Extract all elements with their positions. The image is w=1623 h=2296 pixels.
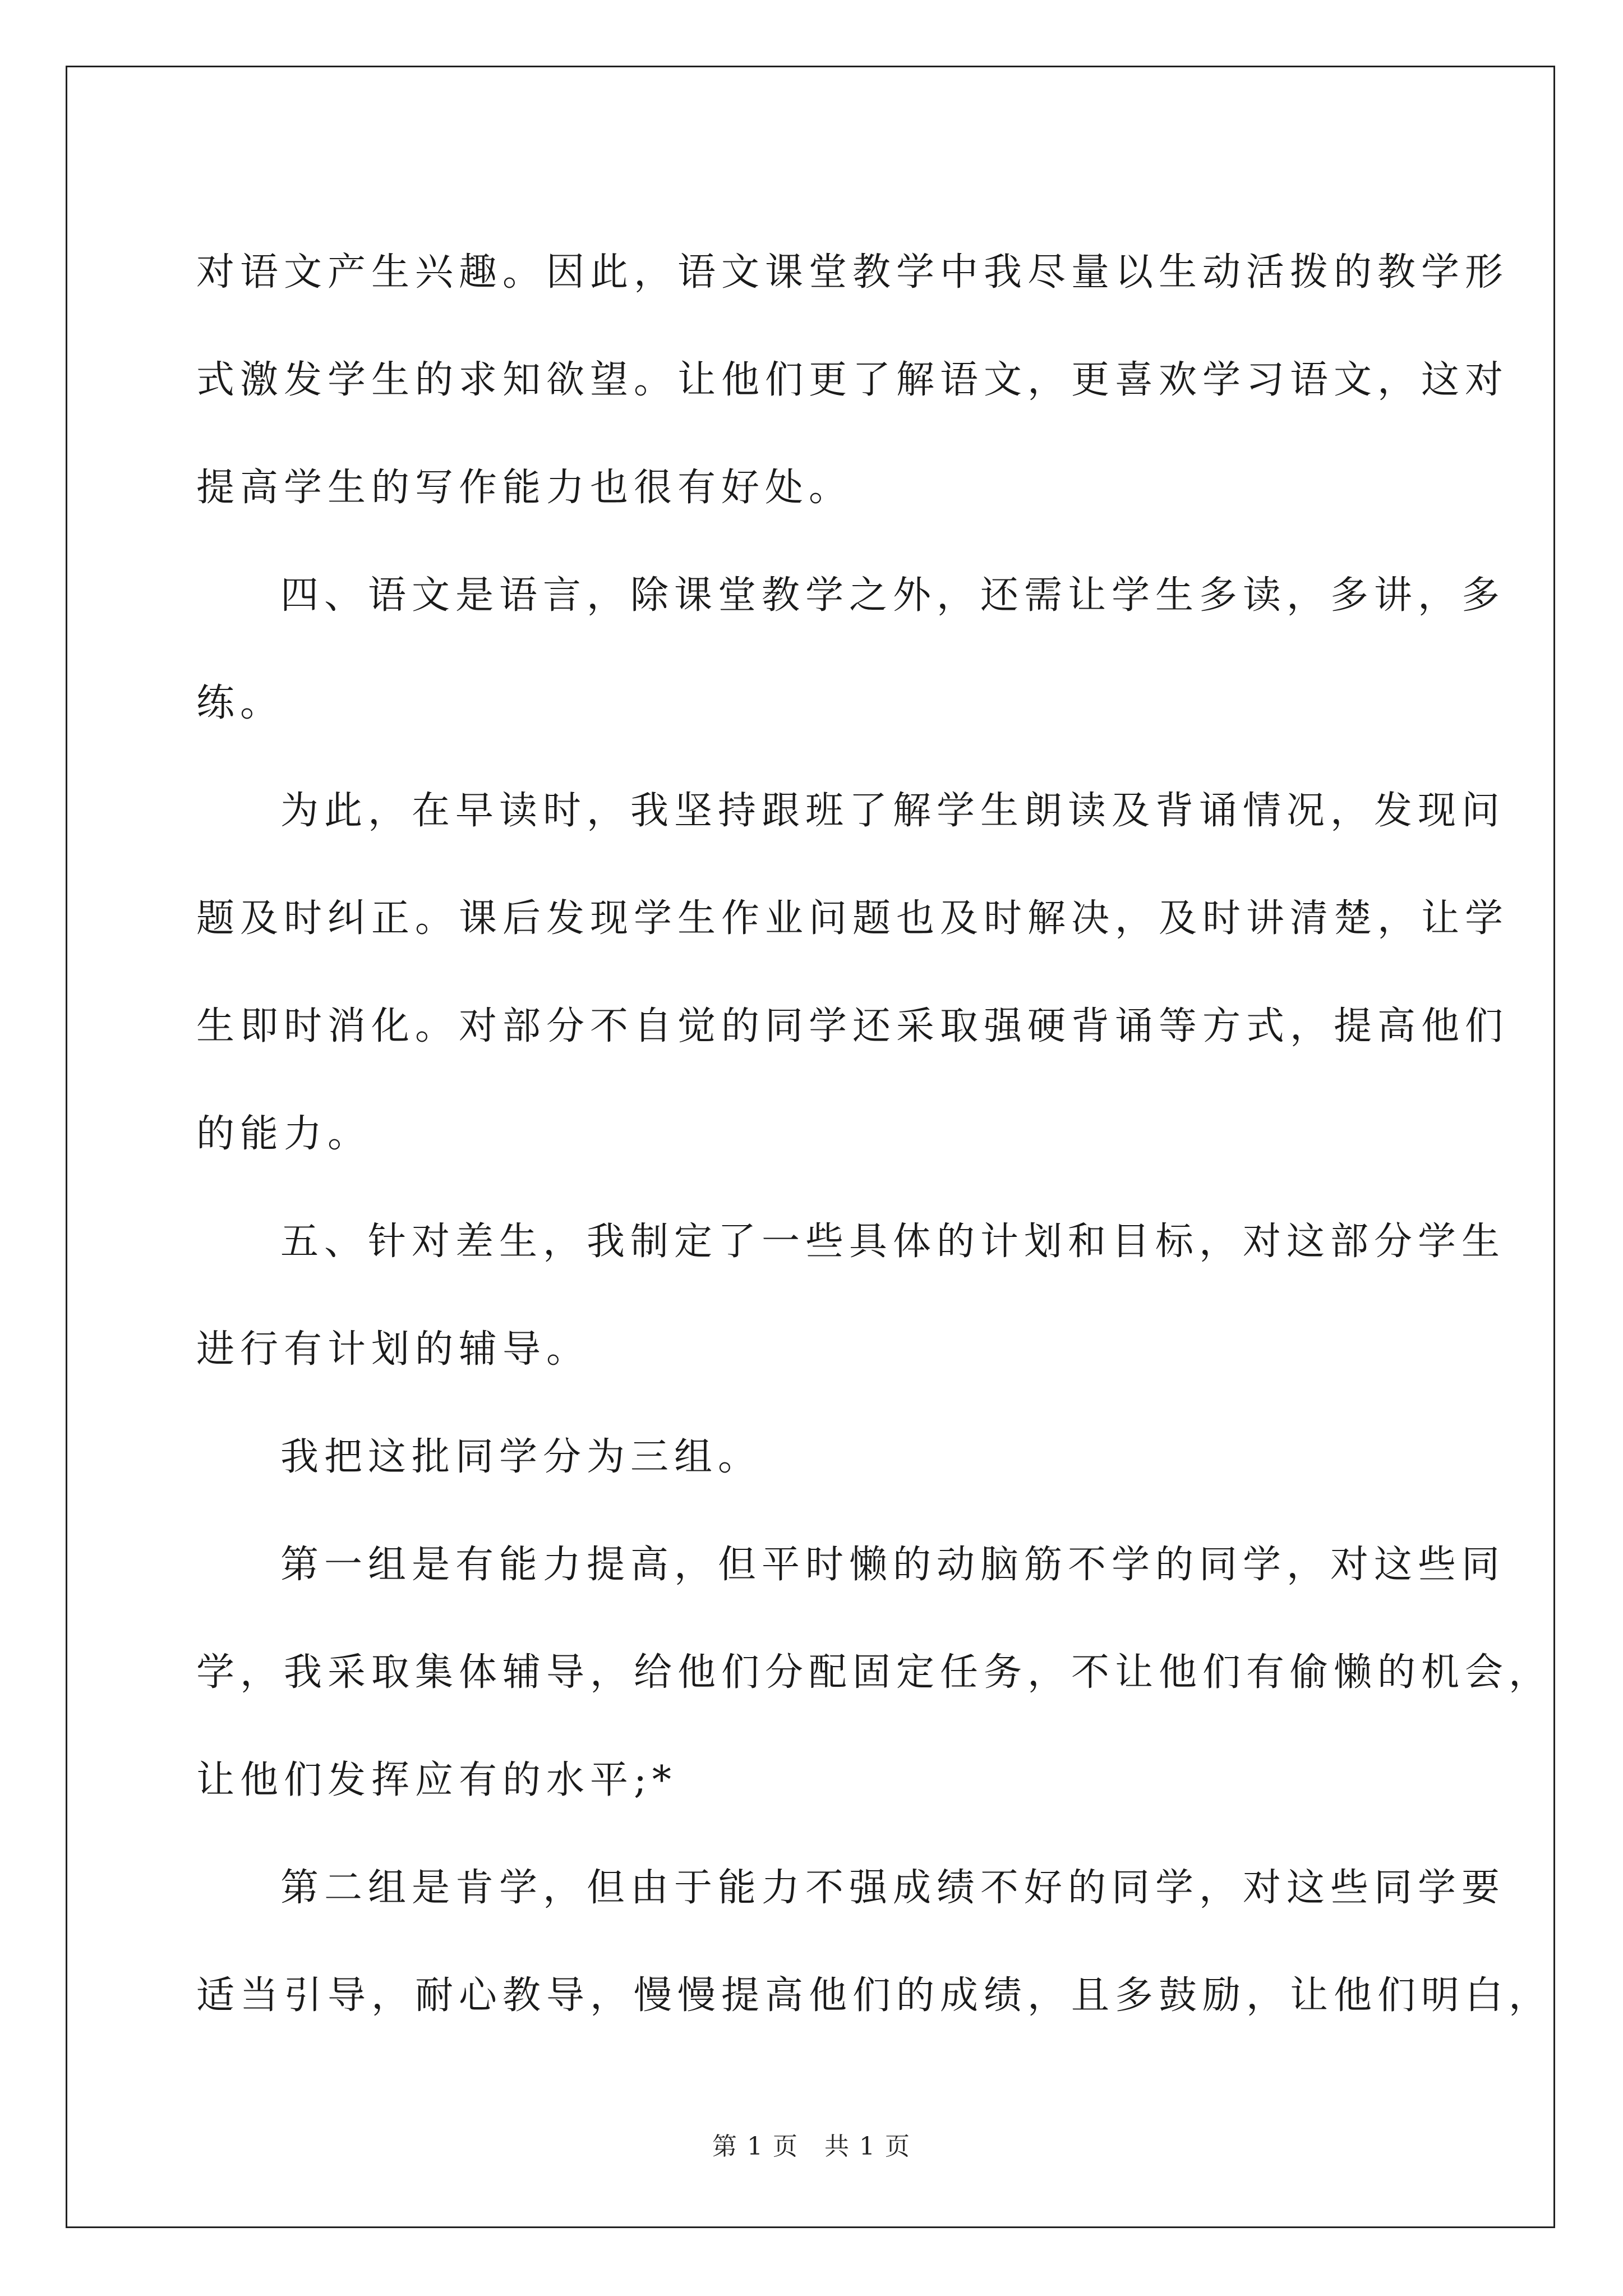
text-line-9: 的能力。 (196, 1112, 372, 1156)
text-line-5: 练。 (196, 681, 284, 725)
text-line-13: 第一组是有能力提高，但平时懒的动脑筋不学的同学，对这些同 (280, 1543, 1506, 1587)
text-line-8: 生即时消化。对部分不自觉的同学还采取强硬背诵等方式，提高他们 (196, 1004, 1509, 1048)
page-number-footer: 第 1 页 共 1 页 (712, 2132, 911, 2161)
text-line-1: 对语文产生兴趣。因此，语文课堂教学中我尽量以生动活拨的教学形 (196, 250, 1509, 295)
text-line-16: 第二组是肯学，但由于能力不强成绩不好的同学，对这些同学要 (280, 1866, 1506, 1910)
text-line-2: 式激发学生的求知欲望。让他们更了解语文，更喜欢学习语文，这对 (196, 358, 1509, 402)
text-line-12: 我把这批同学分为三组。 (280, 1435, 762, 1479)
text-line-3: 提高学生的写作能力也很有好处。 (196, 466, 853, 510)
text-line-17: 适当引导，耐心教导，慢慢提高他们的成绩，且多鼓励，让他们明白， (196, 1973, 1553, 2018)
document-body (196, 219, 1553, 2050)
text-line-11: 进行有计划的辅导。 (196, 1327, 591, 1372)
text-line-6: 为此，在早读时，我坚持跟班了解学生朗读及背诵情况，发现问 (280, 789, 1506, 833)
text-line-10: 五、针对差生，我制定了一些具体的计划和目标，对这部分学生 (280, 1220, 1506, 1264)
text-line-14: 学，我采取集体辅导，给他们分配固定任务，不让他们有偷懒的机会， (196, 1650, 1553, 1695)
text-line-7: 题及时纠正。课后发现学生作业问题也及时解决，及时讲清楚，让学 (196, 896, 1509, 941)
text-line-15: 让他们发挥应有的水平;* (196, 1758, 677, 1802)
text-line-4: 四、语文是语言，除课堂教学之外，还需让学生多读，多讲，多 (280, 573, 1506, 618)
